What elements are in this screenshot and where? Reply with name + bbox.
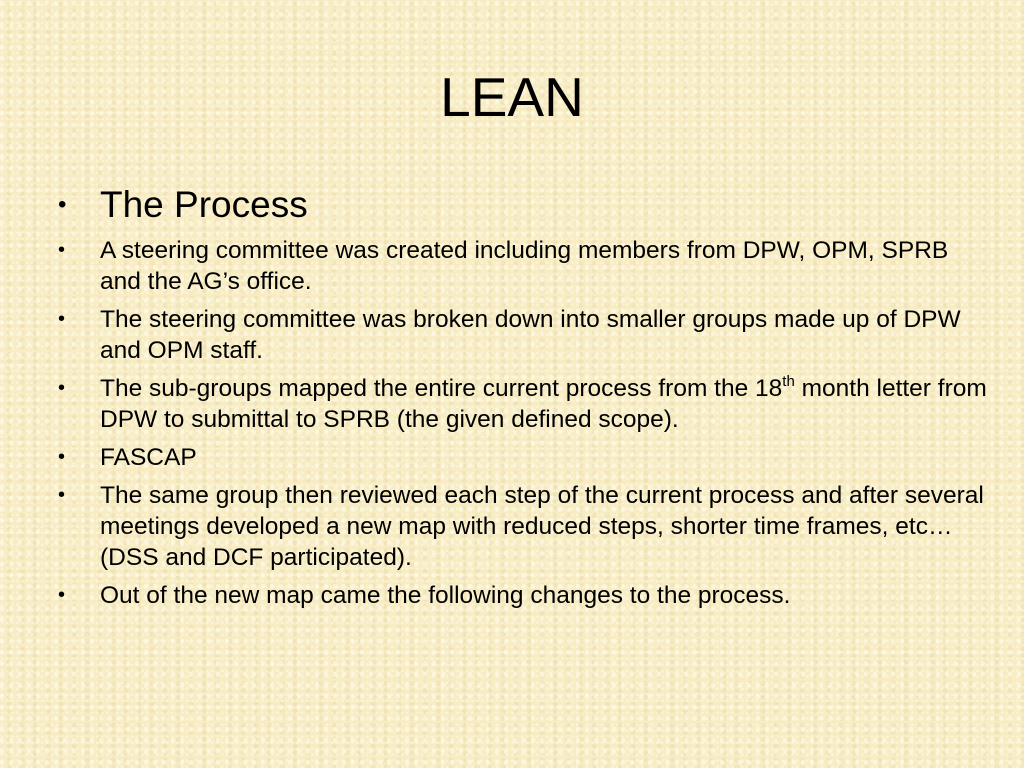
bullet-text: FASCAP <box>100 444 197 471</box>
bullet-text: The steering committee was broken down into smaller groups made up of DPW and OPM staff. <box>100 306 961 364</box>
list-item <box>58 183 988 227</box>
bullet-text: A steering committee was created including members from DPW, OPM, SPRB and the AG’s office. <box>100 237 949 295</box>
bullet-text-part: The sub-groups mapped the entire current process from the 18 <box>100 375 783 402</box>
list-item <box>58 304 988 366</box>
bullet-icon: • <box>58 584 66 606</box>
bullet-icon: • <box>58 308 66 330</box>
bullet-icon: • <box>58 377 66 399</box>
list-item <box>58 442 988 473</box>
bullet-text: The same group then reviewed each step of the current process and after several meetings developed a new map with reduced steps, shorter time frames, etc…(DSS and DCF participated). <box>100 482 984 571</box>
bullet-icon: • <box>58 446 66 468</box>
list-item <box>58 235 988 297</box>
bullet-icon: • <box>58 239 66 261</box>
bullet-list <box>58 183 988 618</box>
ordinal-superscript: th <box>782 373 795 390</box>
list-item <box>58 373 988 435</box>
bullet-text: The Process <box>100 184 308 225</box>
list-item <box>58 580 988 611</box>
bullet-icon: • <box>58 191 67 218</box>
bullet-icon: • <box>58 484 66 506</box>
slide-title: LEAN <box>440 66 584 128</box>
bullet-text: Out of the new map came the following changes to the process. <box>100 582 791 609</box>
bullet-text <box>100 373 988 435</box>
list-item <box>58 480 988 573</box>
bullet-text-part: month letter from DPW to submittal to SPRB (the given defined scope). <box>100 375 987 433</box>
